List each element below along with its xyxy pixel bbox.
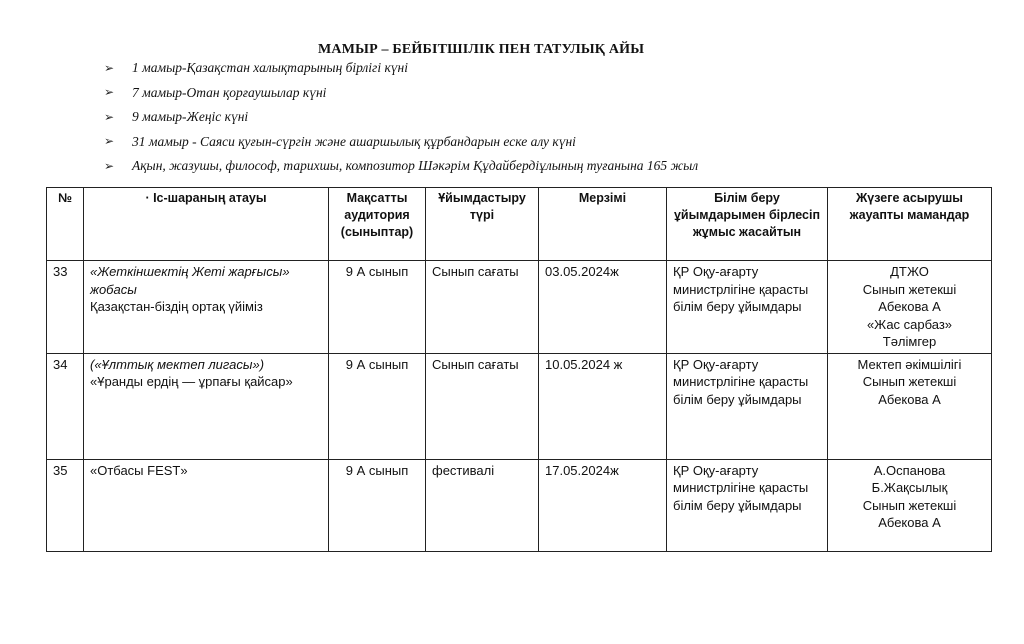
header-name: · Іс-шараның атауы (84, 188, 329, 261)
arrow-bullet-icon: ➢ (104, 85, 115, 100)
cell-num: 33 (47, 261, 84, 354)
arrow-bullet-icon: ➢ (104, 158, 115, 173)
responsible-line: Сынып жетекші (862, 281, 957, 297)
cell-date: 17.05.2024ж (539, 459, 667, 551)
table-row (47, 261, 992, 354)
bullet-list (104, 56, 698, 179)
header-form: Ұйымдастыру түрі (426, 188, 539, 261)
cell-form: фестивалі (426, 459, 539, 551)
header-date: Мерзімі (539, 188, 667, 261)
cell-form: Сынып сағаты (426, 261, 539, 354)
header-num: № (47, 188, 84, 261)
responsible-line: Б.Жақсылық (871, 480, 948, 496)
bullet-text: 7 мамыр-Отан қорғаушылар күні (132, 84, 327, 100)
responsible-line: ДТЖО (890, 264, 929, 279)
table-header-row (47, 188, 992, 261)
bullet-item (104, 130, 698, 155)
cell-num: 35 (47, 459, 84, 551)
bullet-text: 1 мамыр-Қазақстан халықтарының бірлігі күні (132, 60, 408, 76)
cell-partners: ҚР Оқу-ағарту министрлігіне қарасты білім беру ұйымдары (667, 261, 828, 354)
event-project: («Ұлттық мектеп лигасы») (90, 356, 265, 372)
bullet-text: 31 мамыр - Саяси қуғын-сүргін және ашаршылық құрбандарын еске алу күні (132, 133, 576, 149)
cell-responsible (828, 459, 992, 551)
responsible-line: Сынып жетекші (862, 374, 957, 390)
header-partners: Білім беру ұйымдарымен бірлесіп жұмыс жасайтын (667, 188, 828, 261)
responsible-line: Абекова А (878, 515, 941, 531)
responsible-line: Сынып жетекші (862, 497, 957, 513)
responsible-line: Мектеп әкімшілігі (857, 356, 962, 372)
cell-num: 34 (47, 353, 84, 459)
events-table (46, 187, 992, 552)
arrow-bullet-icon: ➢ (104, 134, 115, 149)
table-row (47, 459, 992, 551)
page-title: МАМЫР – БЕЙБІТШІЛІК ПЕН ТАТУЛЫҚ АЙЫ (318, 42, 645, 57)
cell-date: 10.05.2024 ж (539, 353, 667, 459)
bullet-item (104, 154, 698, 179)
event-project: «Жеткіншектің Жеті жарғысы» жобасы (90, 264, 290, 297)
bullet-text: 9 мамыр-Жеңіс күні (132, 109, 249, 125)
table-row (47, 353, 992, 459)
cell-name (84, 261, 329, 354)
bullet-item (104, 56, 698, 81)
bullet-item (104, 81, 698, 106)
cell-date: 03.05.2024ж (539, 261, 667, 354)
event-topic: «Отбасы FEST» (90, 462, 188, 478)
responsible-line: «Жас сарбаз» (866, 316, 953, 332)
cell-name (84, 459, 329, 551)
responsible-line: Абекова А (878, 391, 941, 407)
responsible-line: Тәлімгер (882, 334, 937, 350)
responsible-line: А.Оспанова (873, 462, 946, 478)
cell-audience: 9 А сынып (329, 353, 426, 459)
cell-form: Сынып сағаты (426, 353, 539, 459)
responsible-line: Абекова А (878, 299, 941, 315)
cell-audience: 9 А сынып (329, 459, 426, 551)
event-topic: «Ұранды ердің — ұрпағы қайсар» (90, 374, 293, 390)
cell-partners: ҚР Оқу-ағарту министрлігіне қарасты білім беру ұйымдары (667, 353, 828, 459)
cell-responsible (828, 353, 992, 459)
cell-partners: ҚР Оқу-ағарту министрлігіне қарасты білім беру ұйымдары (667, 459, 828, 551)
cell-audience: 9 А сынып (329, 261, 426, 354)
bullet-text: Ақын, жазушы, философ, тарихшы, композитор Шәкәрім Құдайбердіұлының туғанына 165 жыл (132, 158, 699, 174)
event-topic: Қазақстан-біздің ортақ үйіміз (90, 299, 263, 315)
arrow-bullet-icon: ➢ (104, 109, 115, 124)
bullet-item (104, 105, 698, 130)
cell-name (84, 353, 329, 459)
arrow-bullet-icon: ➢ (104, 60, 115, 75)
header-responsible: Жүзеге асырушы жауапты мамандар (828, 188, 992, 261)
header-audience: Мақсатты аудитория (сыныптар) (329, 188, 426, 261)
cell-responsible (828, 261, 992, 354)
